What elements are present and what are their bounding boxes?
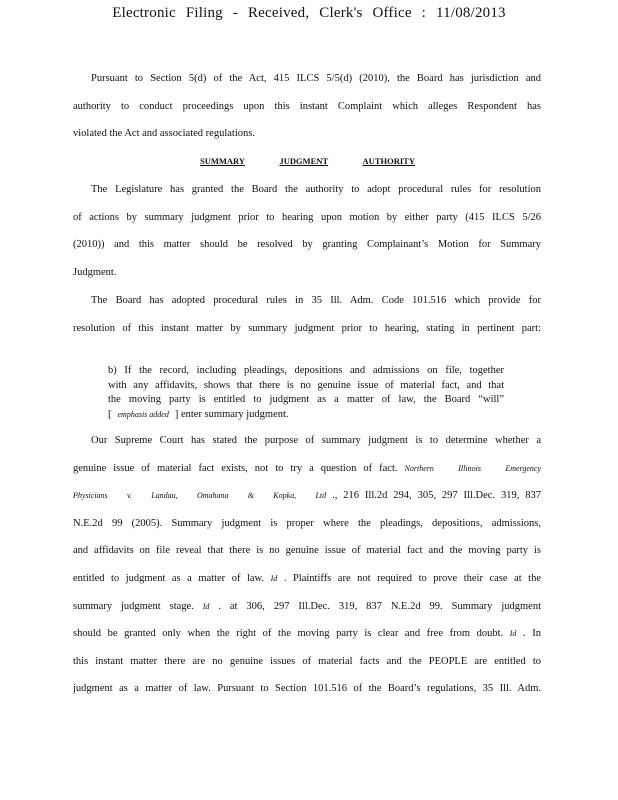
id-citation: Id: [270, 573, 278, 583]
paragraph-text: . at 306, 297 Ill.Dec. 319, 837 N.E.2d 99. Summary judgment: [218, 600, 541, 612]
emphasis-note: emphasis added: [117, 409, 169, 419]
bracket-open: [: [108, 408, 112, 420]
paragraph-line: The Board has adopted procedural rules in 35 Ill. Adm. Code 101.516 which provide for: [91, 295, 541, 306]
id-citation: Id: [202, 601, 210, 611]
paragraph-line: N.E.2d 99 (2005). Summary judgment is proper where the pleadings, depositions, admissions,: [73, 517, 541, 529]
paragraph-line: of actions by summary judgment prior to hearing upon motion by either party (415 ILCS 5/26: [73, 211, 541, 223]
heading-word: SUMMARY: [200, 156, 246, 166]
paragraph-line: Judgment.: [73, 266, 117, 278]
paragraph-line: violated the Act and associated regulations.: [73, 128, 255, 140]
quote-line: with any affidavits, shows that there is no genuine issue of material fact, and that: [108, 379, 504, 391]
paragraph-line: (2010)) and this matter should be resolved by granting Complainant’s Motion for Summary: [73, 239, 541, 251]
paragraph-text: . Plaintiffs are not required to prove their case at the: [283, 572, 541, 584]
quote-line-end: ] enter summary judgment.: [174, 408, 289, 420]
supreme-court-paragraph: [73, 427, 541, 703]
quote-line: [108, 408, 504, 423]
quote-line: the moving party is entitled to judgment as a matter of law, the Board “will”: [108, 394, 504, 405]
paragraph-line: [73, 455, 541, 483]
case-name: Northern Illinois Emergency: [404, 463, 541, 473]
paragraph-line: The Legislature has granted the Board the authority to adopt procedural rules for resolution: [91, 184, 541, 195]
paragraph-line: this instant matter there are no genuine issues of material facts and the PEOPLE are entitled to: [73, 655, 541, 667]
paragraph-text: . In: [523, 628, 541, 640]
case-name: Physicians v. Landau, Omahana & Kopka, Ltd: [73, 491, 327, 501]
paragraph-line: and affidavits on file reveal that there is no genuine issue of material fact and the moving party is: [73, 545, 541, 557]
paragraph-line: Our Supreme Court has stated the purpose of summary judgment is to determine whether a: [91, 435, 541, 446]
paragraph-text: genuine issue of material fact exists, not to try a question of fact.: [73, 462, 398, 474]
id-citation: Id: [509, 629, 517, 639]
paragraph-line: [73, 593, 541, 621]
section-heading: [200, 156, 415, 166]
clerk-filing-stamp: Electronic Filing - Received, Clerk's Office : 11/08/2013: [112, 5, 506, 21]
paragraph-text: entitled to judgment as a matter of law.: [73, 572, 265, 584]
paragraph-line: resolution of this instant matter by summary judgment prior to hearing, stating in pertinent part:: [73, 322, 541, 334]
paragraph-line: [73, 620, 541, 648]
jurisdiction-paragraph: [73, 65, 541, 148]
paragraph-line: [73, 565, 541, 593]
paragraph-line: judgment as a matter of law. Pursuant to Section 101.516 of the Board’s regulations, 35 Ill. Adm.: [73, 683, 541, 695]
paragraph-line: [73, 482, 541, 510]
citation-text: ., 216 Ill.2d 294, 305, 297 Ill.Dec. 319, 837: [332, 490, 541, 502]
heading-word: JUDGMENT: [279, 156, 329, 166]
paragraph-line: authority to conduct proceedings upon this instant Complaint which alleges Respondent has: [73, 100, 541, 112]
procedural-rules-paragraph: [73, 287, 541, 342]
paragraph-text: should be granted only when the right of the moving party is clear and free from doubt.: [73, 628, 504, 640]
quote-line: b) If the record, including pleadings, depositions and admissions on file, together: [108, 365, 504, 376]
legislature-paragraph: [73, 176, 541, 286]
paragraph-text: summary judgment stage.: [73, 600, 194, 612]
paragraph-line: Pursuant to Section 5(d) of the Act, 415 ILCS 5/5(d) (2010), the Board has jurisdiction and: [91, 73, 541, 84]
block-quote: [108, 364, 504, 422]
heading-word: AUTHORITY: [362, 156, 415, 166]
